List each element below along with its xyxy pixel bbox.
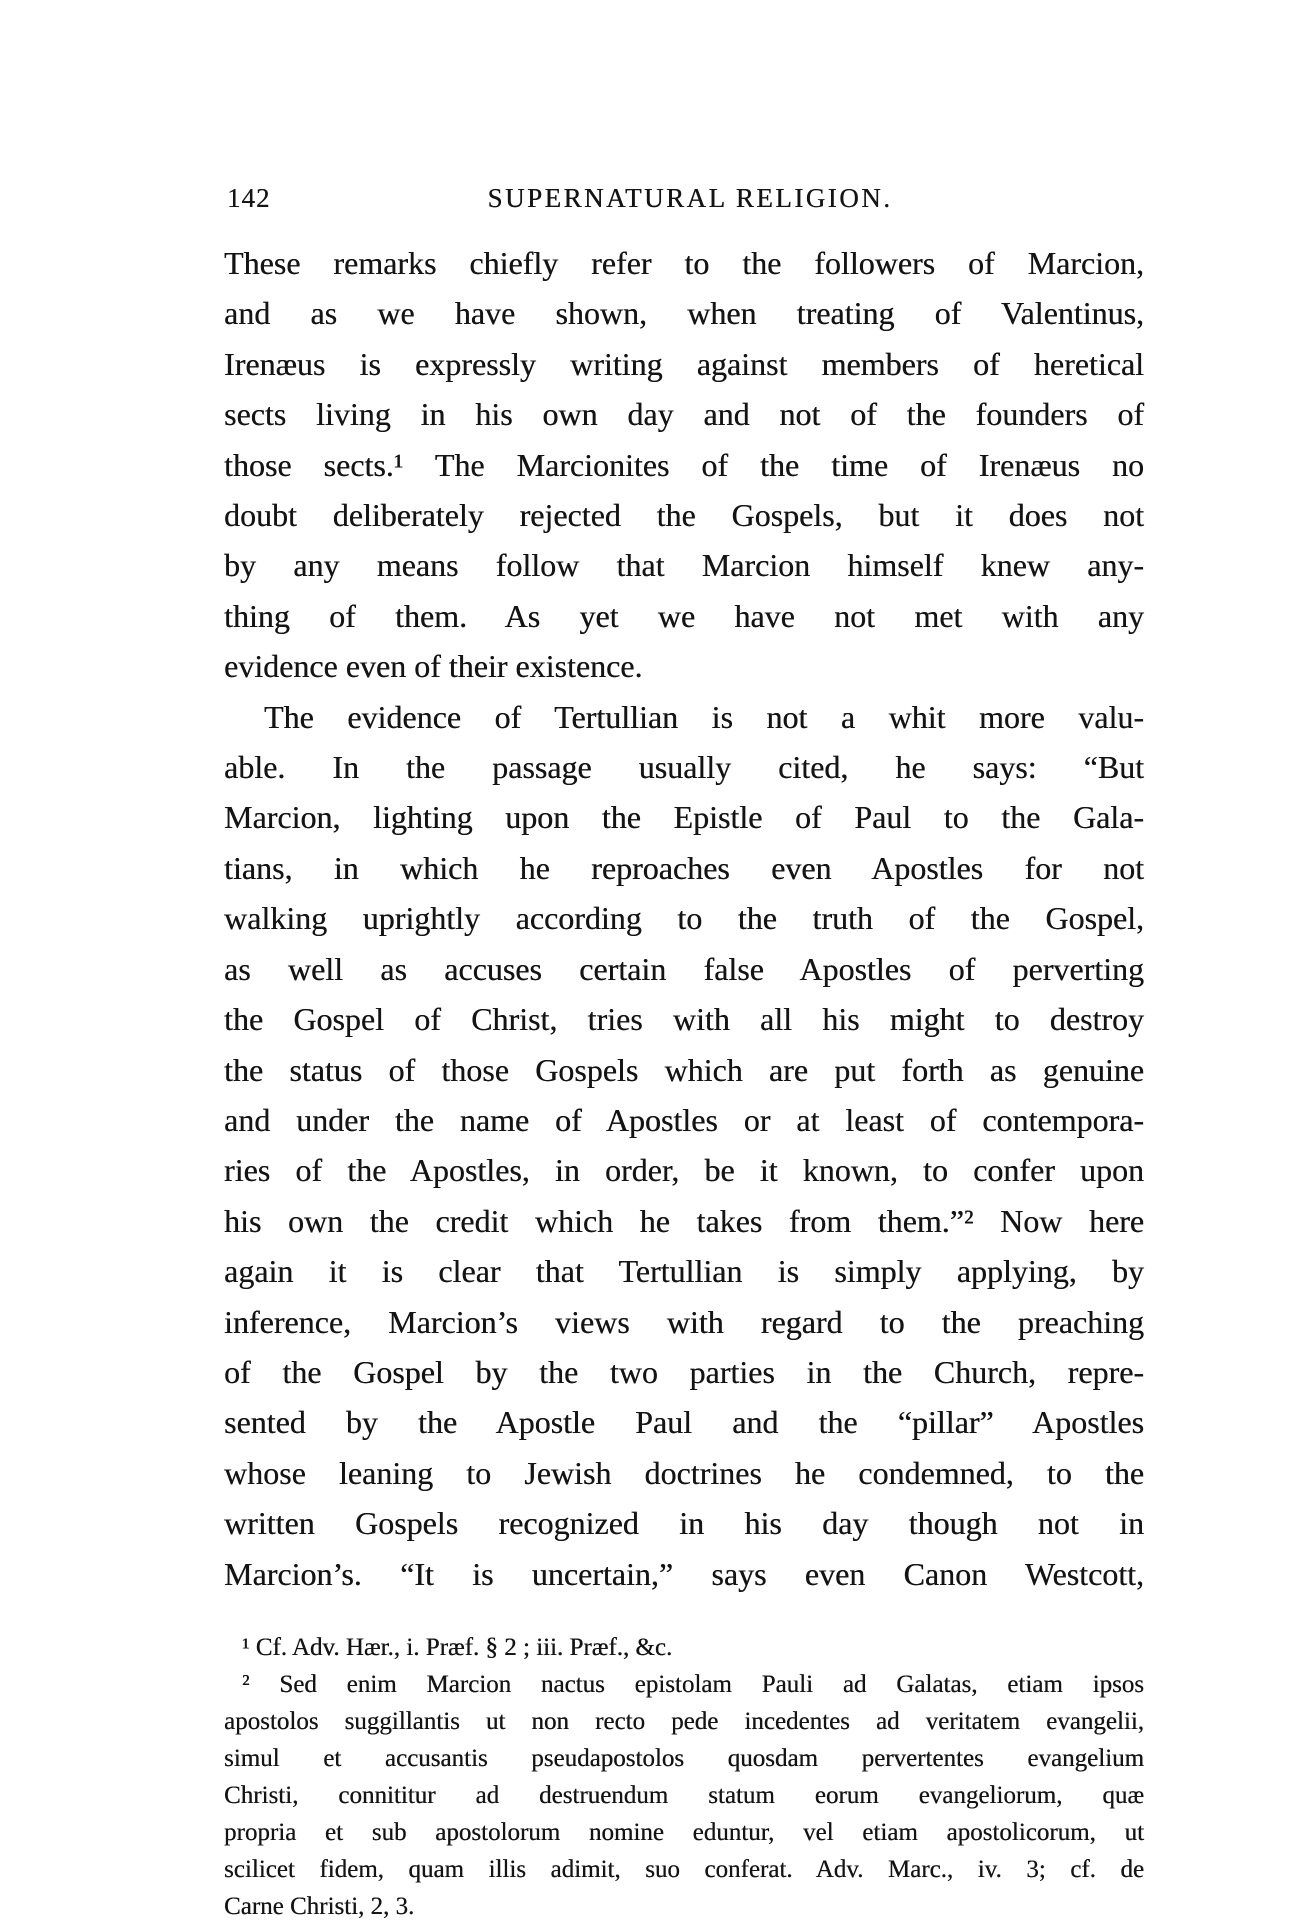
footnote-line: Carne Christi, 2, 3. (224, 1893, 415, 1920)
body-line: and as we have shown, when treating of Valentinus, (224, 295, 1144, 332)
body-line: thing of them. As yet we have not met with any (224, 597, 1144, 634)
body-line: the Gospel of Christ, tries with all his might to destroy (224, 1001, 1144, 1038)
body-line: of the Gospel by the two parties in the Church, repre- (224, 1353, 1144, 1390)
body-line: walking uprightly according to the truth of the Gospel, (224, 900, 1144, 937)
body-line: inference, Marcion’s views with regard to the preaching (224, 1303, 1144, 1340)
body-line: Marcion, lighting upon the Epistle of Paul to the Gala- (224, 799, 1144, 836)
body-line: as well as accuses certain false Apostles of perverting (224, 950, 1144, 987)
body-line: his own the credit which he takes from them.”² Now here (224, 1202, 1144, 1239)
body-line: ries of the Apostles, in order, be it known, to confer upon (224, 1152, 1144, 1189)
footnotes (224, 1629, 1144, 1925)
footnote-line: propria et sub apostolorum nomine eduntur, vel etiam apostolicorum, ut (224, 1819, 1144, 1846)
body-line: The evidence of Tertullian is not a whit more valu- (264, 698, 1144, 735)
body-line: Marcion’s. “It is uncertain,” says even Canon Westcott, (224, 1555, 1144, 1592)
body-line: sects living in his own day and not of the founders of (224, 396, 1144, 433)
footnote-line: apostolos suggillantis ut non recto pede incedentes ad veritatem evangelii, (224, 1708, 1144, 1735)
page-number: 142 (227, 183, 271, 213)
body-line: sented by the Apostle Paul and the “pillar” Apostles (224, 1404, 1144, 1441)
body-line: by any means follow that Marcion himself knew any- (224, 547, 1144, 584)
body-line: whose leaning to Jewish doctrines he condemned, to the (224, 1454, 1144, 1491)
body-text (224, 238, 1144, 1599)
body-line: those sects.¹ The Marcionites of the time of Irenæus no (224, 446, 1144, 483)
footnote-line: Christi, connititur ad destruendum statum eorum evangeliorum, quæ (224, 1782, 1144, 1809)
page-header (224, 183, 1144, 217)
body-line: written Gospels recognized in his day though not in (224, 1505, 1144, 1542)
body-line: doubt deliberately rejected the Gospels, but it does not (224, 497, 1144, 534)
body-line: again it is clear that Tertullian is simply applying, by (224, 1253, 1144, 1290)
body-line: These remarks chiefly refer to the followers of Marcion, (224, 245, 1144, 281)
body-line: the status of those Gospels which are put forth as genuine (224, 1051, 1144, 1088)
body-line: able. In the passage usually cited, he says: “But (224, 749, 1144, 786)
footnote-line: ² Sed enim Marcion nactus epistolam Pauli ad Galatas, etiam ipsos (242, 1671, 1144, 1698)
body-line: and under the name of Apostles or at least of contempora- (224, 1101, 1144, 1138)
footnote-line: ¹ Cf. Adv. Hær., i. Præf. § 2 ; iii. Præf., &c. (242, 1634, 673, 1661)
footnote-line: simul et accusantis pseudapostolos quosdam pervertentes evangelium (224, 1745, 1144, 1772)
body-line: evidence even of their existence. (224, 648, 643, 685)
running-title: SUPERNATURAL RELIGION. (487, 183, 893, 213)
body-line: Irenæus is expressly writing against members of heretical (224, 345, 1144, 382)
footnote-line: scilicet fidem, quam illis adimit, suo conferat. Adv. Marc., iv. 3; cf. de (224, 1856, 1144, 1883)
body-line: tians, in which he reproaches even Apostles for not (224, 849, 1144, 886)
